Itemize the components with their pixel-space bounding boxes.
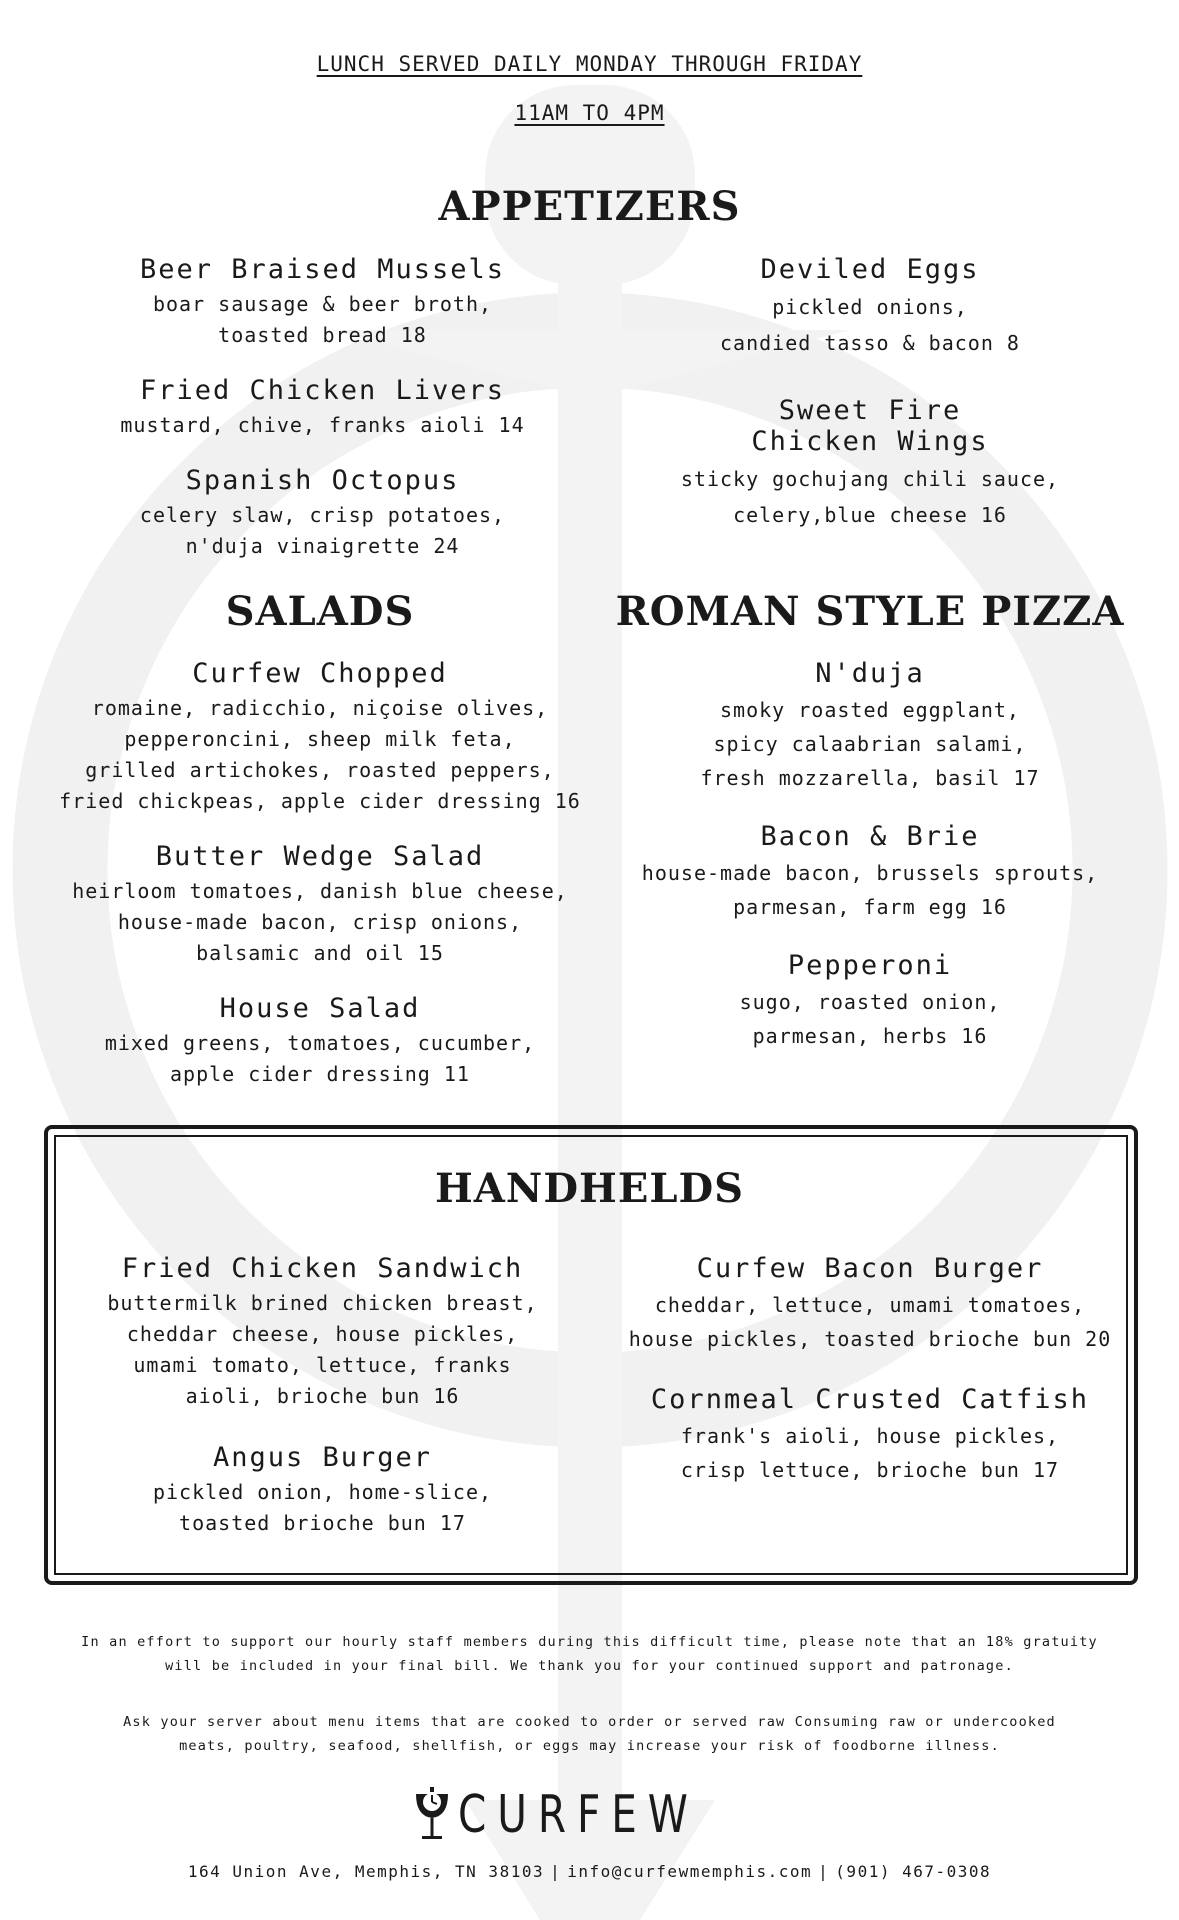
item-name: House Salad	[219, 993, 421, 1024]
item-description: pickled onions, candied tasso & bacon 8	[720, 295, 1020, 355]
menu-item	[605, 950, 1135, 1053]
menu-item	[35, 658, 605, 817]
item-name: Butter Wedge Salad	[155, 841, 485, 872]
handhelds-left-column	[60, 1253, 585, 1563]
menu-item	[60, 1253, 585, 1412]
footer-phone[interactable]: (901) 467-0308	[835, 1862, 992, 1881]
menu-item	[35, 841, 605, 969]
gratuity-note: In an effort to support our hourly staff members during this difficult time, please note that an 18% gratuity will be included in your final bill. We thank you for your continued support and patronage.	[81, 1634, 1098, 1674]
item-name: Bacon & Brie	[760, 821, 980, 852]
item-name: Fried Chicken Sandwich	[121, 1253, 524, 1284]
wine-glass-clock-icon	[412, 1786, 452, 1844]
handhelds-title: HANDHELDS	[434, 1165, 745, 1212]
appetizers-left-column	[60, 254, 585, 586]
menu-item	[605, 1384, 1135, 1487]
lunch-hours-heading: LUNCH SERVED DAILY MONDAY THROUGH FRIDAY	[316, 52, 863, 76]
menu-item	[60, 465, 585, 562]
item-name: Curfew Chopped	[192, 658, 448, 689]
item-description: mustard, chive, franks aioli 14	[120, 413, 525, 437]
item-description: smoky roasted eggplant, spicy calaabrian salami, fresh mozzarella, basil 17	[700, 698, 1040, 790]
item-name: Beer Braised Mussels	[139, 254, 506, 285]
item-description: cheddar, lettuce, umami tomatoes, house pickles, toasted brioche bun 20	[628, 1293, 1112, 1351]
menu-item	[35, 993, 605, 1090]
item-name: Sweet Fire	[778, 395, 962, 426]
item-name-line-2: Chicken Wings	[751, 426, 989, 457]
lunch-time-heading: 11AM TO 4PM	[514, 101, 665, 125]
item-description: sugo, roasted onion, parmesan, herbs 16	[739, 990, 1001, 1048]
item-description: celery slaw, crisp potatoes, n'duja vinaigrette 24	[139, 503, 506, 558]
item-description: pickled onion, home-slice, toasted brioche bun 17	[152, 1480, 493, 1535]
item-name: Curfew Bacon Burger	[696, 1253, 1044, 1284]
item-name: Fried Chicken Livers	[139, 375, 506, 406]
pizza-column	[605, 658, 1135, 1077]
logo-wordmark: CURFEW	[458, 1785, 699, 1845]
item-description: boar sausage & beer broth, toasted bread 18	[152, 292, 493, 347]
item-name: Angus Burger	[212, 1442, 433, 1473]
item-name: Cornmeal Crusted Catfish	[650, 1384, 1090, 1415]
footer-contact	[0, 1862, 1179, 1881]
menu-item	[605, 1253, 1135, 1356]
item-name: Deviled Eggs	[760, 254, 980, 285]
pizza-title: ROMAN STYLE PIZZA	[615, 588, 1125, 635]
item-description: buttermilk brined chicken breast, cheddar cheese, house pickles, umami tomato, lettuce, franks aioli, brioche bun 16	[107, 1291, 538, 1408]
item-name: Pepperoni	[787, 950, 953, 981]
footer-separator: |	[550, 1862, 562, 1881]
appetizers-title: APPETIZERS	[438, 183, 741, 230]
item-description: heirloom tomatoes, danish blue cheese, house-made bacon, crisp onions, balsamic and oil 15	[72, 879, 568, 965]
footer-email-link[interactable]: info@curfewmemphis.com	[567, 1862, 813, 1881]
menu-item	[605, 658, 1135, 795]
item-description: house-made bacon, brussels sprouts, parmesan, farm egg 16	[641, 861, 1099, 919]
menu-item	[60, 375, 585, 441]
item-name: Spanish Octopus	[185, 465, 460, 496]
item-description: frank's aioli, house pickles, crisp lettuce, brioche bun 17	[680, 1424, 1060, 1482]
handhelds-right-column	[605, 1253, 1135, 1511]
curfew-logo	[0, 1785, 1179, 1845]
salads-column	[35, 658, 605, 1114]
menu-item	[610, 395, 1130, 533]
footer-address: 164 Union Ave, Memphis, TN 38103	[187, 1862, 545, 1881]
menu-item	[60, 1442, 585, 1539]
footer-separator: |	[818, 1862, 830, 1881]
menu-item	[605, 821, 1135, 924]
menu-item	[60, 254, 585, 351]
item-description: romaine, radicchio, niçoise olives, pepperoncini, sheep milk feta, grilled artichokes, roasted peppers, fried chickpeas, apple cider dressing 16	[59, 696, 581, 813]
appetizers-right-column	[610, 254, 1130, 557]
item-description: sticky gochujang chili sauce, celery,blue cheese 16	[680, 467, 1060, 527]
menu-item	[610, 254, 1130, 361]
item-description: mixed greens, tomatoes, cucumber, apple cider dressing 11	[104, 1031, 536, 1086]
raw-food-warning: Ask your server about menu items that are cooked to order or served raw Consuming raw or undercooked meats, poultry, seafood, shellfish, or eggs may increase your risk of foodborne illness.	[123, 1714, 1056, 1754]
item-name: N'duja	[815, 658, 925, 689]
salads-title: SALADS	[225, 588, 415, 635]
